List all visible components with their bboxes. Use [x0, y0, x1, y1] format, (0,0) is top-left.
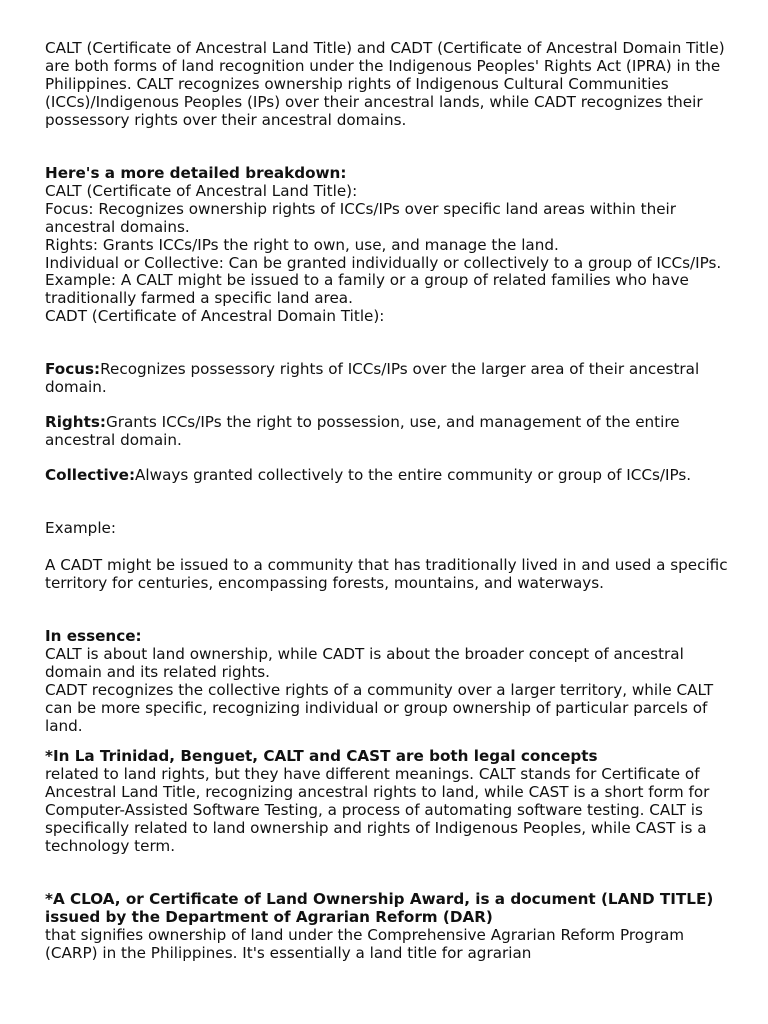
trinidad-bold: *In La Trinidad, Benguet, CALT and CAST are both legal concepts [45, 747, 598, 765]
calt-title: CALT (Certificate of Ancestral Land Title): [45, 181, 358, 200]
cadt-rights-label: Rights: [45, 413, 106, 431]
trinidad-paragraph [45, 748, 735, 855]
essence-line-1: CALT is about land ownership, while CADT is about the broader concept of ancestral domain and its related rights. [45, 644, 684, 681]
cadt-collective-text: Always granted collectively to the entire community or group of ICCs/IPs. [135, 466, 692, 484]
cadt-focus-text: Recognizes possessory rights of ICCs/IPs over the larger area of their ancestral domain. [45, 360, 700, 396]
trinidad-text: related to land rights, but they have different meanings. CALT stands for Certificate of Ancestral Land Title, recognizing ancestral rights to land, while CAST is a short form for Computer-Assisted Software Testing, a process of automating software testing. CALT is specifically related to land ownership and rights of Indigenous Peoples, while CAST is a technology term. [45, 764, 710, 855]
calt-individual: Individual or Collective: Can be granted individually or collectively to a group of ICCs/IPs. [45, 253, 722, 272]
cloa-text: that signifies ownership of land under the Comprehensive Agrarian Reform Program (CARP) in the Philippines. It's essentially a land title for agrarian [45, 925, 685, 962]
cadt-title: CADT (Certificate of Ancestral Domain Title): [45, 307, 385, 326]
cadt-collective-label: Collective: [45, 466, 136, 484]
cadt-focus-paragraph [45, 361, 735, 397]
essence-section [45, 628, 735, 735]
cadt-rights-paragraph [45, 414, 735, 450]
calt-example: Example: A CALT might be issued to a family or a group of related families who have traditionally farmed a specific land area. [45, 271, 689, 308]
essence-heading: In essence: [45, 627, 142, 645]
cloa-bold: *A CLOA, or Certificate of Land Ownership Award, is a document (LAND TITLE) issued by the Department of Agrarian Reform (DAR) [45, 890, 714, 926]
essence-line-2: CADT recognizes the collective rights of a community over a larger territory, while CALT can be more specific, recognizing individual or group ownership of particular parcels of land. [45, 680, 714, 735]
cadt-example-label: Example: [45, 519, 117, 537]
breakdown-heading: Here's a more detailed breakdown: [45, 164, 347, 182]
calt-rights: Rights: Grants ICCs/IPs the right to own, use, and manage the land. [45, 235, 559, 254]
cadt-collective-paragraph [45, 467, 735, 485]
cloa-paragraph [45, 891, 735, 963]
cadt-focus-label: Focus: [45, 360, 101, 378]
breakdown-section [45, 165, 735, 326]
calt-focus: Focus: Recognizes ownership rights of ICCs/IPs over specific land areas within their ancestral domains. [45, 199, 677, 236]
cadt-rights-text: Grants ICCs/IPs the right to possession, use, and management of the entire ancestral domain. [45, 413, 680, 449]
intro-paragraph: CALT (Certificate of Ancestral Land Title) and CADT (Certificate of Ancestral Domain Title) are both forms of land recognition under the Indigenous Peoples' Rights Act (IPRA) in the Philippines. CALT recognizes ownership rights of Indigenous Cultural Communities (ICCs)/Indigenous Peoples (IPs) over their ancestral lands, while CADT recognizes their possessory rights over their ancestral domains. [45, 39, 725, 129]
cadt-example-text: A CADT might be issued to a community that has traditionally lived in and used a specific territory for centuries, encompassing forests, mountains, and waterways. [45, 556, 728, 592]
